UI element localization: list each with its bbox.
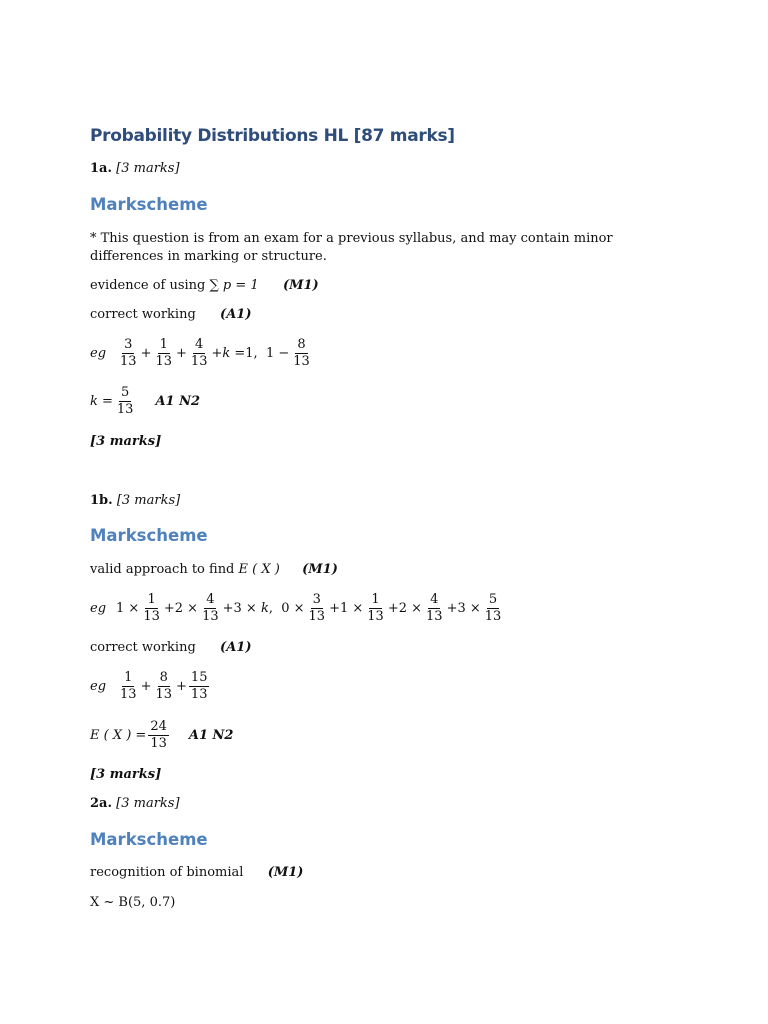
fraction: $\frac{1}{13}$ [155,337,173,369]
question-2a-header [90,796,180,811]
fraction: $\frac{15}{13}$ [190,670,208,702]
expectation-result [90,719,233,752]
mark-a1n2: A1 N2 [188,728,234,743]
mark-a1n2: A1 N2 [155,394,201,409]
expectation-equals: E ( X ) = [90,728,147,743]
mark-m1: (M1) [267,865,304,880]
fraction: $\frac{3}{13}$ [120,337,137,369]
markscheme-heading: Markscheme [90,195,208,214]
evidence-line [90,278,319,293]
fraction: $\frac{4}{13}$ [426,592,443,624]
correct-working-text: correct working [90,640,196,655]
question-number: 2a. [90,796,112,811]
valid-approach-line [90,562,338,577]
mark-a1: (A1) [220,640,252,655]
question-number: 1a. [90,161,112,176]
fraction: $\frac{5}{13}$ [116,385,134,417]
marks-total: [3 marks] [90,767,162,782]
question-marks: [3 marks] [116,161,180,176]
correct-working-line [90,307,251,322]
fraction: $\frac{5}{13}$ [484,592,502,624]
sum-expression: ∑ p = 1 [209,278,259,293]
question-number: 1b. [90,493,113,508]
markscheme-heading: Markscheme [90,526,208,545]
syllabus-note: * This question is from an exam for a previous syllabus, and may contain minor differences in marking or structure. [90,231,613,264]
mark-m1: (M1) [302,562,338,577]
fraction: $\frac{4}{13}$ [190,337,208,369]
fraction: $\frac{1}{13}$ [120,670,137,702]
marks-total: [3 marks] [90,434,162,449]
eg-label: eg [90,601,107,616]
eg-label: eg [90,679,107,694]
question-marks: [3 marks] [116,493,181,508]
recognition-line [90,865,303,880]
fraction: $\frac{8}{13}$ [293,337,310,369]
fraction: $\frac{3}{13}$ [308,592,326,624]
eg-label: eg [90,346,107,361]
k-equals: k = [90,394,113,409]
correct-working-text: correct working [90,307,196,322]
markscheme-heading: Markscheme [90,830,208,849]
mark-m1: (M1) [282,278,319,293]
recognition-text: recognition of binomial [90,865,244,880]
fraction: $\frac{1}{13}$ [367,592,384,624]
question-marks: [3 marks] [116,796,180,811]
correct-working-line [90,640,251,655]
binomial-distribution: X ~ B(5, 0.7) [90,895,176,910]
eg-working-1b: eg 1 × $\frac{1}{13}$ +2 × $\frac{4}{13}$ +3 × k, 0 × $\frac{3}{13}$ +1 × $\frac{1}{13}$ +2 × $\frac{4}{13}$ +3 × $\frac{5}{13}$ [90,592,502,624]
fraction: $\frac{24}{13}$ [150,719,167,751]
fraction: $\frac{4}{13}$ [202,592,219,624]
valid-approach-text: valid approach to find [90,562,235,577]
k-result [90,385,200,418]
evidence-text: evidence of using [90,278,206,293]
fraction: $\frac{1}{13}$ [143,592,160,624]
fraction: $\frac{8}{13}$ [155,670,173,702]
page-title: Probability Distributions HL [87 marks] [90,126,455,146]
expectation-expr: E ( X ) [238,562,280,577]
mark-a1: (A1) [220,307,252,322]
eg-working-1a: eg $\frac{3}{13}$ + $\frac{1}{13}$ + $\frac{4}{13}$ +k =1, 1 − $\frac{8}{13}$ [90,337,310,369]
eg-working-1b-sum: eg $\frac{1}{13}$ + $\frac{8}{13}$ + $\frac{15}{13}$ [90,670,208,702]
question-1a-header [90,161,180,176]
question-1b-header [90,493,180,508]
